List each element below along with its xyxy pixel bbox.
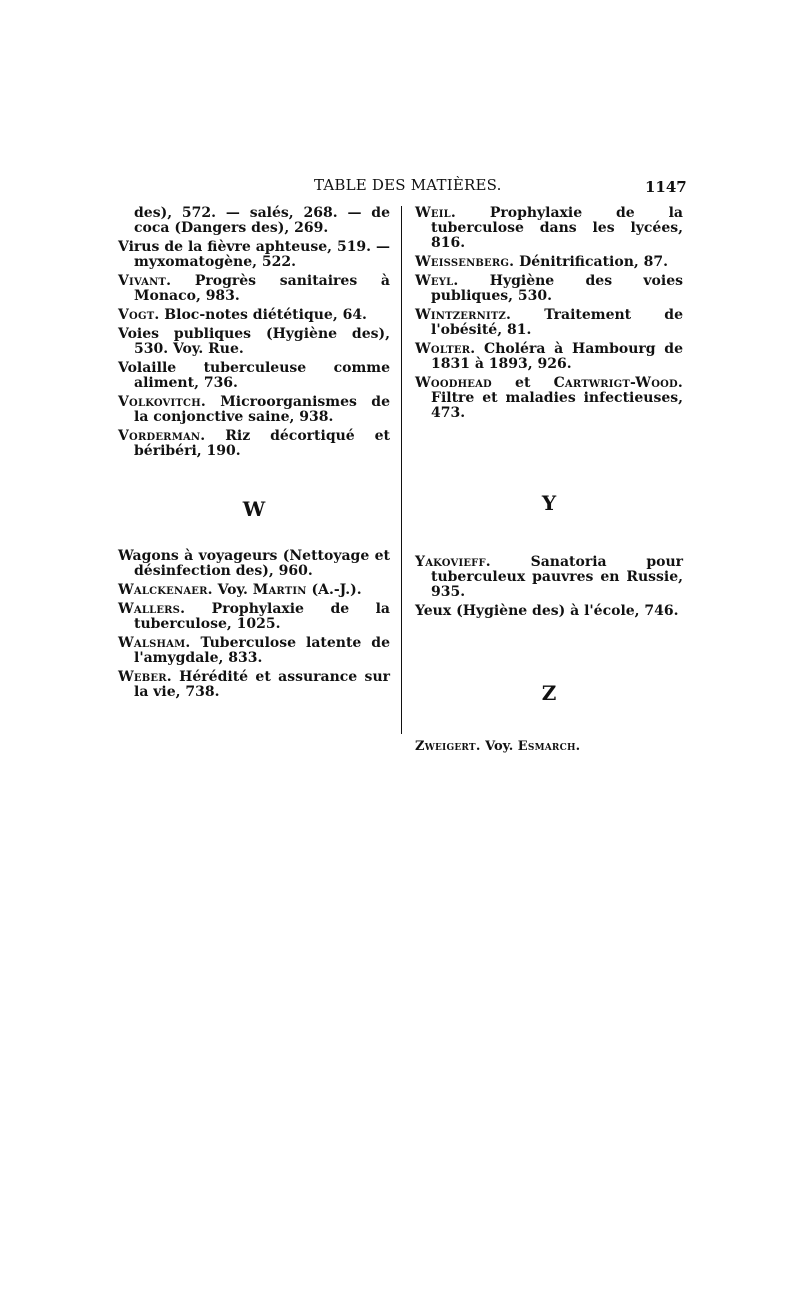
author-name: Vivant. xyxy=(118,273,172,289)
entry-text: Voies publiques (Hygiène des), 530. Voy. Rue. xyxy=(118,326,390,357)
entry-text: Hérédité et assurance sur la vie, 738. xyxy=(134,669,390,700)
index-entry xyxy=(415,604,683,619)
index-entry xyxy=(118,583,390,598)
index-entry xyxy=(415,308,683,338)
entry-text: Dénitrification, 87. xyxy=(514,254,668,270)
author-name: Walckenaer. xyxy=(118,582,213,598)
entry-text: Prophylaxie de la tuberculose dans les lycées, 816. xyxy=(431,205,683,251)
section-letter-w: W xyxy=(242,497,266,521)
index-entry xyxy=(415,555,683,600)
author-name: Wintzernitz. xyxy=(415,307,512,323)
index-entry xyxy=(118,206,390,236)
entry-text: Hygiène des voies publiques, 530. xyxy=(431,273,683,304)
index-entry xyxy=(118,240,390,270)
entry-text: Virus de la fièvre aphteuse, 519. — myxomatogène, 522. xyxy=(118,239,390,270)
index-entry xyxy=(118,636,390,666)
index-entry xyxy=(118,274,390,304)
entry-text: Progrès sanitaires à Monaco, 983. xyxy=(134,273,390,304)
author-name: Vogt. xyxy=(118,307,160,323)
index-entry xyxy=(415,274,683,304)
index-entry xyxy=(415,206,683,251)
entry-text: (A.-J.). xyxy=(306,582,362,598)
index-entry xyxy=(118,549,390,579)
entry-text: Wagons à voyageurs (Nettoyage et désinfection des), 960. xyxy=(118,548,390,579)
left-column xyxy=(118,206,390,704)
author-name: Weber. xyxy=(118,669,172,685)
author-name: Volkovitch. xyxy=(118,394,206,410)
author-name: Vorderman. xyxy=(118,428,206,444)
index-entry xyxy=(415,739,683,754)
entry-text: Riz décortiqué et béribéri, 190. xyxy=(134,428,390,459)
entry-text: Filtre et maladies infectieuses, 473. xyxy=(431,390,683,421)
author-name: Cartwrigt-Wood. xyxy=(553,375,683,391)
page-number: 1147 xyxy=(645,178,687,196)
author-name: Wolter. xyxy=(415,341,476,357)
index-entry xyxy=(415,376,683,421)
entry-text: Yeux (Hygiène des) à l'école, 746. xyxy=(415,603,679,619)
entry-text: Voy. xyxy=(212,582,253,598)
index-entry xyxy=(118,429,390,459)
author-name: Weyl. xyxy=(415,273,459,289)
index-entry xyxy=(118,361,390,391)
author-name: Walsham. xyxy=(118,635,191,651)
author-name: Weissenberg. xyxy=(415,254,515,270)
index-entry xyxy=(118,327,390,357)
entry-text: Prophylaxie de la tuberculose, 1025. xyxy=(134,601,390,632)
entry-text: et xyxy=(491,375,554,391)
entry-text: Bloc-notes diététique, 64. xyxy=(159,307,367,323)
entry-text: Voy. xyxy=(480,739,518,754)
index-entry xyxy=(118,602,390,632)
author-name: Esmarch. xyxy=(517,739,581,754)
index-entry xyxy=(415,255,683,270)
section-letter-y: Y xyxy=(541,491,557,515)
index-entry xyxy=(118,670,390,700)
author-name: Weil. xyxy=(415,205,456,221)
right-column xyxy=(415,206,683,758)
author-name: Yakovieff. xyxy=(415,554,491,570)
index-entry xyxy=(118,308,390,323)
entry-text: des), 572. — salés, 268. — de coca (Dangers des), 269. xyxy=(134,205,390,236)
author-name: Martin xyxy=(252,582,307,598)
author-name: Zweigert. xyxy=(415,739,481,754)
author-name: Woodhead xyxy=(415,375,492,391)
entry-text: Volaille tuberculeuse comme aliment, 736. xyxy=(118,360,390,391)
index-entry xyxy=(118,395,390,425)
index-entry xyxy=(415,342,683,372)
column-divider xyxy=(401,206,402,734)
entry-text: Traitement de l'obésité, 81. xyxy=(431,307,683,338)
entry-text: Tuberculose latente de l'amygdale, 833. xyxy=(134,635,390,666)
entry-text: Sanatoria pour tuberculeux pauvres en Russie, 935. xyxy=(431,554,683,600)
author-name: Wallers. xyxy=(118,601,186,617)
entry-text: Microorganismes de la conjonctive saine, 938. xyxy=(134,394,390,425)
section-letter-z: Z xyxy=(541,681,557,705)
entry-text: Choléra à Hambourg de 1831 à 1893, 926. xyxy=(431,341,683,372)
running-header-title: TABLE DES MATIÈRES. xyxy=(314,176,502,194)
